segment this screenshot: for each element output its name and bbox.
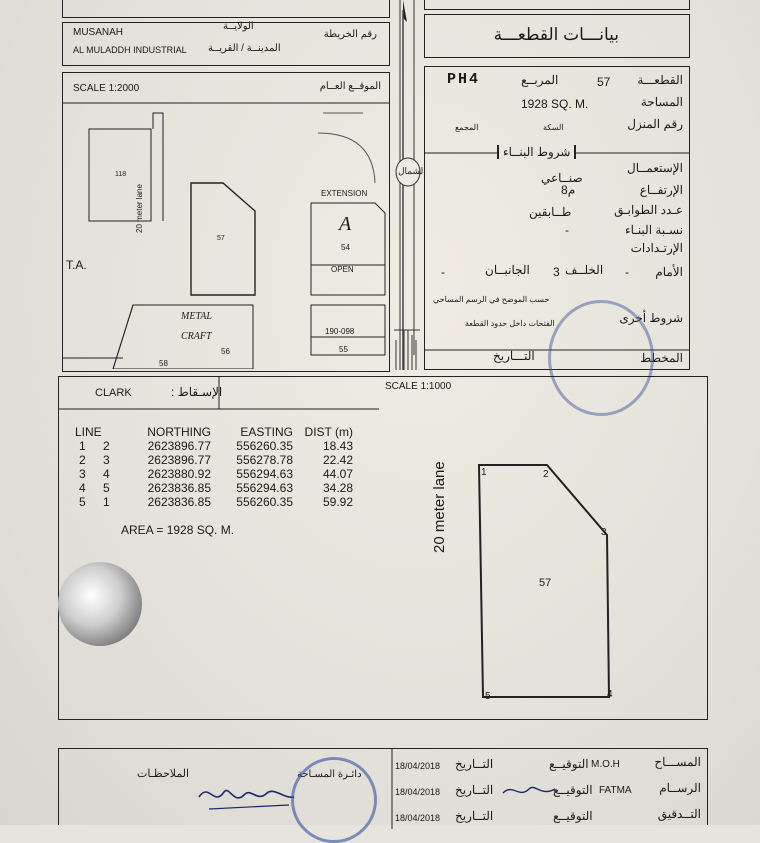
planner-date-label: التـــاريخ: [493, 349, 535, 363]
row4-dist: 34.28: [322, 481, 353, 495]
row5-dist: 59.92: [322, 495, 353, 509]
surveyor-date-label: التــاريخ: [455, 757, 494, 771]
metal-label: METAL: [181, 311, 212, 322]
front-dash: -: [625, 265, 629, 279]
table-row: [75, 467, 353, 481]
row4-easting: 556294.63: [236, 481, 293, 495]
height-label: الإرتفــاع: [639, 183, 683, 197]
front-label: الأمام: [655, 265, 683, 279]
corner-3: 3: [601, 527, 607, 538]
row1-to: 2: [103, 439, 110, 453]
location-title: الموقــع العــام: [319, 81, 381, 92]
a-label: A: [339, 213, 352, 235]
projection-label: الإسـقاط :: [171, 385, 223, 399]
notes-label: الملاحظـات: [137, 768, 190, 780]
sides-label: الجانبــان: [485, 263, 530, 277]
checker-date: 18/04/2018: [395, 813, 441, 823]
back-value: 3: [553, 265, 560, 279]
checker-sign-label: التوقيــع: [553, 809, 593, 823]
plot-56: 56: [221, 347, 230, 356]
ratio-value: -: [565, 223, 569, 237]
drafter-signature: [499, 779, 559, 803]
corner-5: 5: [485, 691, 491, 702]
header-line: LINE: [75, 425, 102, 439]
plot-54: 54: [341, 243, 350, 252]
plot-190-098: 190-098: [325, 327, 355, 336]
coordinates-header: [75, 425, 353, 439]
location-scale: SCALE 1:2000: [73, 83, 140, 94]
plot-57-label: 57: [539, 577, 552, 589]
corner-4: 4: [607, 689, 613, 700]
area-value: 1928 SQ. M.: [521, 97, 589, 111]
craft-label: CRAFT: [181, 331, 212, 342]
checker-label: التــدقيق: [657, 807, 701, 821]
floors-value: طــابقين: [529, 205, 572, 219]
signature-mark: [189, 777, 299, 817]
row1-easting: 556260.35: [236, 439, 293, 453]
plot-57-small: 57: [217, 235, 225, 242]
table-row: [75, 453, 353, 467]
setbacks-label: الإرتـدادات: [630, 241, 683, 255]
row3-easting: 556294.63: [236, 467, 293, 481]
location-map-box: [62, 72, 390, 372]
row2-northing: 2623896.77: [147, 453, 211, 467]
survey-dept-label: دائـرة المسـاحة: [297, 769, 362, 780]
row1-northing: 2623896.77: [147, 439, 211, 453]
row3-to: 4: [103, 467, 110, 481]
row3-from: 3: [79, 467, 86, 481]
row1-dist: 18.43: [322, 439, 353, 453]
row5-from: 5: [79, 495, 86, 509]
ratio-label: نسـبة البنـاء: [625, 223, 683, 237]
survey-box: [58, 376, 708, 720]
row5-easting: 556260.35: [236, 495, 293, 509]
plot-value: 57: [597, 75, 611, 89]
checker-date-label: التــاريخ: [455, 809, 494, 823]
house-label: رقم المنزل: [627, 117, 683, 131]
planner-label: المخطط: [640, 351, 683, 365]
plot-data-title-box: [424, 14, 690, 58]
row4-northing: 2623836.85: [147, 481, 211, 495]
corner-2: 2: [543, 469, 549, 480]
top-left-strip: [62, 0, 390, 18]
coordinates-table: [75, 425, 353, 509]
back-label: الخلــف: [565, 263, 604, 277]
footer-box: [58, 748, 708, 825]
block-value: PH4: [447, 71, 481, 88]
north-arrow: [392, 0, 422, 380]
table-row: [75, 495, 353, 509]
plot-55: 55: [339, 345, 348, 354]
corner-1: 1: [481, 467, 487, 478]
survey-lane-label: 20 meter lane: [431, 461, 448, 553]
parking-value: حسب الموضح في الرسم المساحي: [433, 295, 550, 304]
drafter-name: FATMA: [599, 785, 632, 796]
wilaya-value: MUSANAH: [73, 27, 124, 38]
plot-label: القطعـــة: [637, 73, 683, 87]
surveyor-date: 18/04/2018: [395, 761, 441, 771]
plot-data-title: بيانـــات القطعـــة: [493, 25, 619, 44]
other-value: الفتحات داخل حدود القطعة: [465, 319, 555, 328]
header-dist: DIST (m): [304, 425, 353, 439]
use-label: الإستعمــال: [627, 161, 683, 175]
surveyor-name: M.O.H: [591, 759, 620, 770]
row5-northing: 2623836.85: [147, 495, 211, 509]
drafter-label: الرســام: [659, 781, 701, 795]
height-value: 8م: [561, 183, 576, 197]
projection-value: CLARK: [95, 387, 132, 399]
header-easting: EASTING: [240, 425, 293, 439]
table-row: [75, 481, 353, 495]
row1-from: 1: [79, 439, 86, 453]
row3-dist: 44.07: [322, 467, 353, 481]
header-northing: NORTHING: [147, 425, 211, 439]
plot-58: 58: [159, 359, 168, 368]
row5-to: 1: [103, 495, 110, 509]
open-label: OPEN: [331, 265, 354, 274]
street-label: السكة: [543, 123, 564, 132]
ta-label: T.A.: [66, 258, 87, 272]
floors-label: عـدد الطوابـق: [614, 203, 683, 217]
row3-northing: 2623880.92: [147, 467, 211, 481]
drafter-date: 18/04/2018: [395, 787, 441, 797]
hologram-seal: [58, 562, 142, 646]
other-label: شروط أخرى: [619, 311, 683, 325]
dept-stamp: [291, 757, 377, 843]
north-label: الشمال: [398, 166, 426, 176]
row2-easting: 556278.78: [236, 453, 293, 467]
row4-from: 4: [79, 481, 86, 495]
extension-label: EXTENSION: [321, 189, 368, 198]
wilaya-label: الولايــة: [223, 21, 254, 32]
drafter-date-label: التــاريخ: [455, 783, 494, 797]
row2-from: 2: [79, 453, 86, 467]
plot-118: 118: [115, 171, 127, 178]
city-value: AL MULADDH INDUSTRIAL: [73, 45, 187, 55]
conditions-label: شروط البنــاء: [497, 145, 576, 159]
row2-to: 3: [103, 453, 110, 467]
header-location-box: [62, 22, 390, 66]
area-label: المساحة: [640, 95, 683, 109]
row4-to: 5: [103, 481, 110, 495]
complex-label: المجمع: [455, 123, 479, 132]
top-right-strip: [424, 0, 690, 10]
city-label: المدينــة / القريــة: [208, 43, 281, 54]
surveyor-label: المســـاح: [654, 755, 701, 769]
block-label: المربــع: [521, 73, 559, 87]
row2-dist: 22.42: [322, 453, 353, 467]
drafter-sign-label: التوقيــع: [553, 783, 593, 797]
area-total: AREA = 1928 SQ. M.: [121, 523, 235, 537]
survey-scale: SCALE 1:1000: [385, 381, 452, 392]
location-lane-label: 20 meter lane: [135, 184, 144, 233]
map-no-label: رقم الخريطة: [323, 29, 377, 40]
table-row: [75, 439, 353, 453]
surveyor-sign-label: التوقيــع: [549, 757, 589, 771]
sides-dash: -: [441, 265, 445, 279]
use-value: صنــاعي: [541, 171, 583, 185]
